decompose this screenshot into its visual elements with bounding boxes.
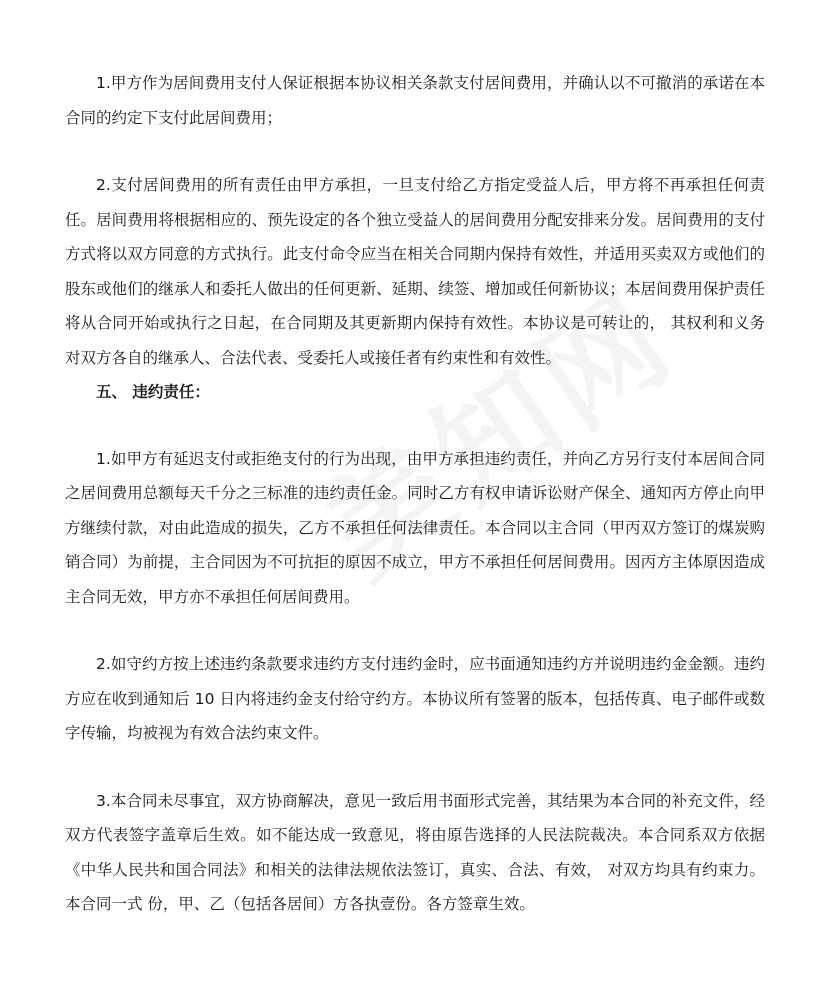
document-body [65,66,765,922]
paragraph-payment-responsibility: 2.支付居间费用的所有责任由甲方承担，一旦支付给乙方指定受益人后，甲方将不再承担任何责任。居间费用将根据相应的、预先设定的各个独立受益人的居间费用分配安排来分发。居间费用的支付方式将以双方同意的方式执行。此支付命令应当在相关合同期内保持有效性，并适用买卖双方或他们的股东或他们的继承人和委托人做出的任何更新、延期、续签、增加或任何新协议；本居间费用保护责任将从合同开始或执行之日起，在合同期及其更新期内保持有效性。本协议是可转让的， 其权利和义务对双方各自的继承人、合法代表、受委托人或接任者有约束性和有效性。 [65,176,765,367]
paragraph-payment-guarantee: 1.甲方作为居间费用支付人保证根据本协议相关条款支付居间费用，并确认以不可撤消的承诺在本合同的约定下支付此居间费用； [65,74,765,127]
paragraph-late-payment-penalty: 1.如甲方有延迟支付或拒绝支付的行为出现，由甲方承担违约责任，并向乙方另行支付本居间合同之居间费用总额每天千分之三标准的违约责任金。同时乙方有权申请诉讼财产保全、通知丙方停止向甲方继续付款，对由此造成的损失，乙方不承担任何法律责任。本合同以主合同（甲丙双方签订的煤炭购销合同）为前提，主合同因为不可抗拒的原因不成立，甲方不承担任何居间费用。因丙方主体原因造成主合同无效，甲方亦不承担任何居间费用。 [65,449,765,606]
section-heading-breach-liability: 五、 违约责任： [96,383,210,401]
paragraph-penalty-notification: 2.如守约方按上述违约条款要求违约方支付违约金时，应书面通知违约方并说明违约金金额。违约方应在收到通知后 10 日内将违约金支付给守约方。本协议所有签署的版本，包括传真、电子邮件或数字传输，均被视为有效合法约束文件。 [65,655,765,742]
paragraph-supplementary-terms: 3.本合同未尽事宜，双方协商解决，意见一致后用书面形式完善，其结果为本合同的补充文件，经双方代表签字盖章后生效。如不能达成一致意见，将由原告选择的人民法院裁决。本合同系双方依据《中华人民共和国合同法》和相关的法律法规依法签订，真实、合法、有效， 对双方均具有约束力。本合同一式 份，甲、乙（包括各居间）方各执壹份。各方签章生效。 [65,791,765,913]
